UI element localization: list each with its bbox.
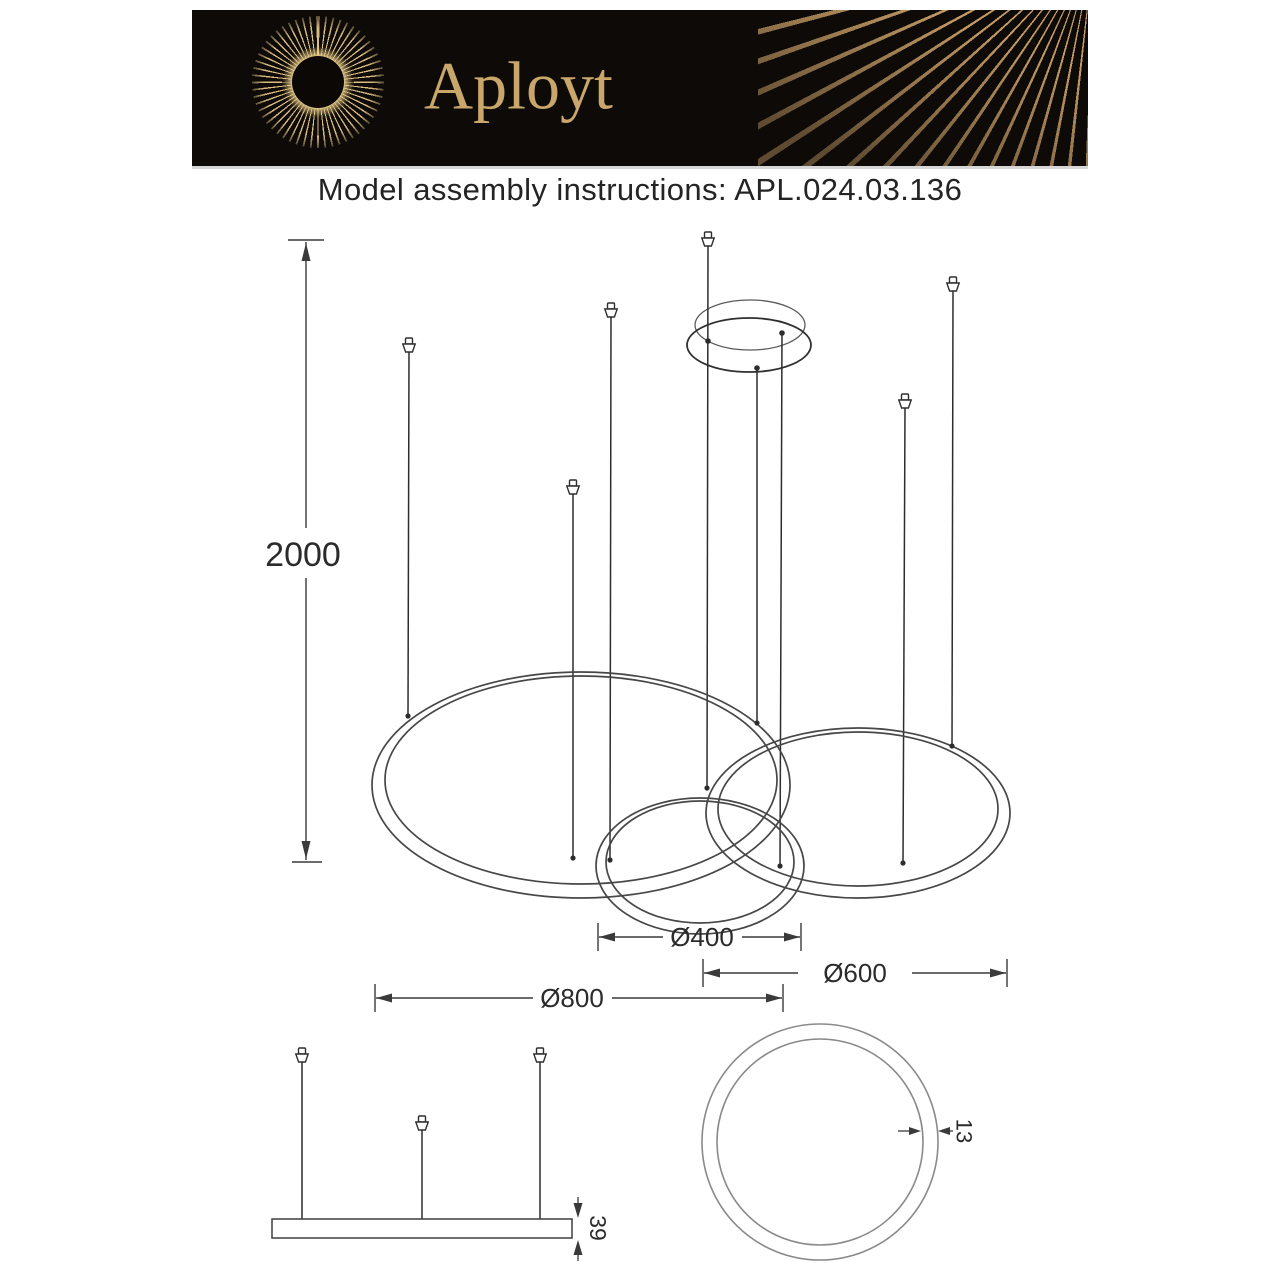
ring-medium-600 xyxy=(706,728,1010,898)
profile-height-label: 39 xyxy=(585,1215,611,1241)
dimension-large-ring xyxy=(375,983,783,1013)
cable-length-label: 2000 xyxy=(265,536,341,574)
ring-side-view xyxy=(272,1048,611,1261)
dimension-small-ring xyxy=(598,922,801,952)
cable-gripper-icon xyxy=(605,303,617,317)
page-title: Model assembly instructions: APL.024.03.136 xyxy=(317,172,963,207)
medium-ring-diameter-label: Ø600 xyxy=(823,958,887,988)
profile-width-label: 13 xyxy=(951,1118,977,1144)
cable-gripper-icons xyxy=(403,232,959,494)
cable-gripper-icon xyxy=(899,394,911,408)
dimension-profile-height xyxy=(574,1197,612,1261)
brand-wordmark: Aployt xyxy=(424,47,613,124)
cable-gripper-icon xyxy=(403,338,415,352)
suspension-cables xyxy=(408,246,953,866)
cable-gripper-icon xyxy=(702,232,714,246)
cable-gripper-icon xyxy=(567,480,579,494)
ring-small-400 xyxy=(596,798,804,934)
dimension-cable-length xyxy=(265,240,341,862)
ring-large-800 xyxy=(372,672,790,898)
cable-gripper-icon xyxy=(416,1116,428,1130)
ring-top-view xyxy=(702,1024,977,1260)
large-ring-diameter-label: Ø800 xyxy=(540,983,604,1013)
cable-gripper-icon xyxy=(296,1048,308,1062)
ceiling-canopy xyxy=(687,300,811,372)
small-ring-diameter-label: Ø400 xyxy=(670,922,734,952)
cable-gripper-icon xyxy=(947,277,959,291)
dimension-medium-ring xyxy=(703,958,1007,988)
cable-attachment-points xyxy=(405,330,954,868)
cable-gripper-icon xyxy=(534,1048,546,1062)
